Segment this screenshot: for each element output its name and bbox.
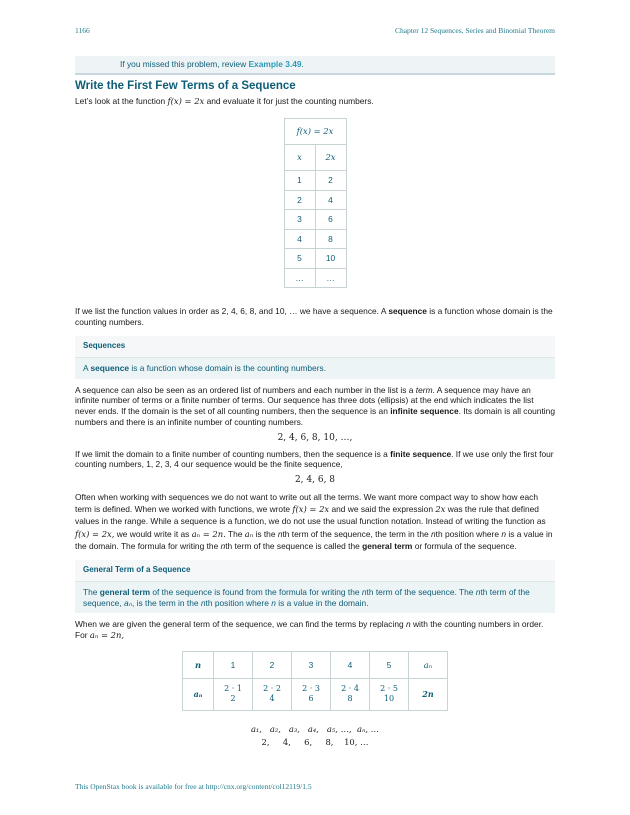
definition-body: [75, 582, 555, 614]
text: was the rule that defined values in the range. While a sequence is a function, we do not use the usual function notation. Instead of writing the function as: [75, 504, 546, 527]
function-table: [284, 118, 347, 288]
definition-box-general-term: [75, 560, 555, 613]
intro-text-end: and evaluate it for just the counting numbers.: [204, 95, 374, 106]
italic-an: aₙ: [123, 597, 132, 608]
bold-term: general term: [99, 586, 151, 597]
table-cell: aₙ: [409, 651, 448, 678]
text: The: [83, 586, 100, 597]
text: , is the term in the: [131, 597, 201, 608]
text: is a value in the domain.: [275, 597, 369, 608]
text: of the sequence is found from the formula for writing the: [150, 586, 362, 597]
bold-term: infinite sequence: [390, 406, 459, 417]
finite-paragraph: [75, 449, 555, 471]
italic-term: term: [415, 384, 433, 395]
italic-n: n: [431, 528, 436, 539]
text: The: [225, 528, 245, 539]
italic-n: n: [361, 586, 367, 597]
inline-math: aₙ: [244, 528, 254, 539]
table-cell: 2: [284, 190, 315, 210]
table-cell: 1: [284, 171, 315, 191]
italic-n: n: [406, 619, 411, 630]
cell-value: 6: [308, 694, 314, 704]
table-cell: 2: [315, 171, 346, 191]
table-cell: 1: [214, 651, 253, 678]
finite-sequence-display: 2, 4, 6, 8: [294, 475, 336, 486]
table-row: [284, 210, 346, 230]
table-row: [284, 229, 346, 249]
text: is a value in the domain. The formula for writing the: [75, 528, 553, 551]
text: When we are given the general term of the sequence, we can find the terms by replacing: [75, 619, 406, 630]
text: and we said the expression: [329, 504, 436, 515]
text: . If we use only the first four counting numbers, 1, 2, 3, 4 our sequence would be the finite sequence,: [75, 448, 554, 470]
intro-paragraph: [75, 96, 555, 107]
table-cell: 3: [284, 210, 315, 230]
text: . Its domain is all counting numbers and there is an infinite number of counting numbers.: [75, 406, 555, 427]
definition-title: General Term of a Sequence: [75, 560, 555, 582]
table-row: [284, 268, 346, 288]
inline-math: f(x) = 2x,: [75, 528, 115, 539]
text: th term of the sequence, the term in the: [282, 528, 431, 539]
italic-n: n: [475, 586, 481, 597]
table-cell: 4: [331, 651, 370, 678]
page-content: [75, 56, 555, 749]
notation-paragraph: [75, 491, 555, 552]
sequence-display: [75, 723, 555, 749]
table-cell: 8: [315, 229, 346, 249]
table-row: [284, 249, 346, 269]
intro-math: f(x) = 2x: [167, 95, 205, 106]
text: A sequence can also be seen as an ordered list of numbers and each number in the list is a: [75, 384, 416, 395]
table-header-2x: 2x: [315, 145, 346, 171]
table-cell: 4: [284, 229, 315, 249]
table-row: [284, 171, 346, 191]
text: th term of the sequence is called the: [225, 540, 363, 551]
cell-value: 8: [347, 694, 353, 704]
inline-math: aₙ = 2n.: [191, 528, 226, 539]
table-cell: [292, 678, 331, 710]
text: th position where: [435, 528, 502, 539]
cell-expr: 2 · 4: [341, 684, 359, 694]
table-cell: …: [315, 268, 346, 288]
text: or formula of the sequence.: [412, 540, 517, 551]
cell-expr: 2 · 1: [224, 684, 242, 694]
bold-term: sequence: [90, 362, 130, 373]
sequence-paragraph: [75, 306, 555, 328]
table-header-x: x: [284, 145, 315, 171]
table-cell: 2: [253, 651, 292, 678]
table-cell: [331, 678, 370, 710]
term-paragraph: [75, 385, 555, 428]
table-cell: …: [284, 268, 315, 288]
table-cell: 5: [284, 249, 315, 269]
cell-expr: 2 · 5: [380, 684, 398, 694]
sequence-line-terms: a₁, a₂, a₃, a₄, a₅, …, aₙ, …: [250, 723, 380, 734]
table-cell: [253, 678, 292, 710]
footer: This OpenStax book is available for free at http://cnx.org/content/col12119/1.5: [75, 782, 312, 791]
cell-expr: 2 · 2: [263, 684, 281, 694]
bold-term: finite sequence: [390, 448, 452, 459]
page-number: 1166: [75, 26, 90, 35]
cell-value: 10: [383, 694, 395, 704]
table-cell: [370, 678, 409, 710]
definition-box-sequences: [75, 336, 555, 379]
italic-n: n: [271, 597, 276, 608]
text: Often when working with sequences we do not want to write out all the terms. We want more compact way to show how each term is defined. When we worked with functions, we wrote: [75, 491, 539, 515]
note-suffix: .: [301, 59, 304, 69]
italic-n: n: [501, 528, 506, 539]
text: with the counting numbers in order. For: [75, 619, 544, 641]
table-cell: 6: [315, 210, 346, 230]
text: th position where: [205, 597, 272, 608]
table-cell: 10: [315, 249, 346, 269]
intro-text: Let’s look at the function: [75, 95, 168, 106]
inline-math: aₙ = 2n,: [89, 630, 125, 641]
text: th term of the sequence,: [83, 586, 530, 608]
text: If we limit the domain to a finite number of counting numbers, then the sequence is a: [75, 448, 391, 459]
table-header-n: n: [183, 651, 214, 678]
text: If we list the function values in order as 2, 4, 6, 8, and 10, … we have a sequence. A: [75, 306, 389, 317]
italic-n: n: [220, 540, 226, 551]
chapter-title: Chapter 12 Sequences, Series and Binomial Theorem: [394, 26, 555, 35]
definition-title: Sequences: [75, 336, 555, 358]
table-cell: 5: [370, 651, 409, 678]
table-cell: [214, 678, 253, 710]
general-term-paragraph: [75, 619, 555, 641]
text: is a function whose domain is the counting numbers.: [75, 306, 553, 328]
section-title: Write the First Few Terms of a Sequence: [75, 79, 296, 92]
table-cell: 2n: [409, 678, 448, 710]
cell-expr: 2 · 3: [302, 684, 320, 694]
infinite-sequence-display: 2, 4, 6, 8, 10, …,: [277, 432, 353, 443]
cell-value: 2: [230, 694, 236, 704]
review-note: [75, 56, 555, 75]
example-link[interactable]: Example 3.49: [248, 59, 302, 69]
text: we would write it as: [114, 528, 192, 539]
table-row: [183, 678, 448, 710]
table-row: [183, 651, 448, 678]
table-caption: f(x) = 2x: [284, 119, 346, 145]
definition-body: [75, 358, 555, 379]
table-cell: 4: [315, 190, 346, 210]
italic-n: n: [200, 597, 206, 608]
bold-term: sequence: [388, 306, 427, 317]
table-cell: 3: [292, 651, 331, 678]
text: A: [83, 362, 91, 373]
terms-table: [182, 651, 448, 711]
bold-term: general term: [362, 540, 413, 551]
cell-value: 4: [269, 694, 275, 704]
note-text: If you missed this problem, review: [120, 59, 249, 69]
sequence-line-values: 2, 4, 6, 8, 10, …: [261, 736, 369, 747]
inline-math: f(x) = 2x: [292, 504, 330, 515]
text: . A sequence may have an infinite number of terms or a finite number of terms. Our sequence has three dots (ellipsis) at the end which indicates the list never ends. If the domain is the set of all counting numbers, then the sequence is an: [75, 384, 534, 417]
text: is the: [253, 528, 278, 539]
table-header-an: aₙ: [183, 678, 214, 710]
italic-n: n: [277, 528, 283, 539]
text: is a function whose domain is the counting numbers.: [129, 362, 327, 373]
text: th term of the sequence. The: [366, 586, 476, 597]
inline-math: 2x: [435, 504, 446, 515]
table-row: [284, 190, 346, 210]
